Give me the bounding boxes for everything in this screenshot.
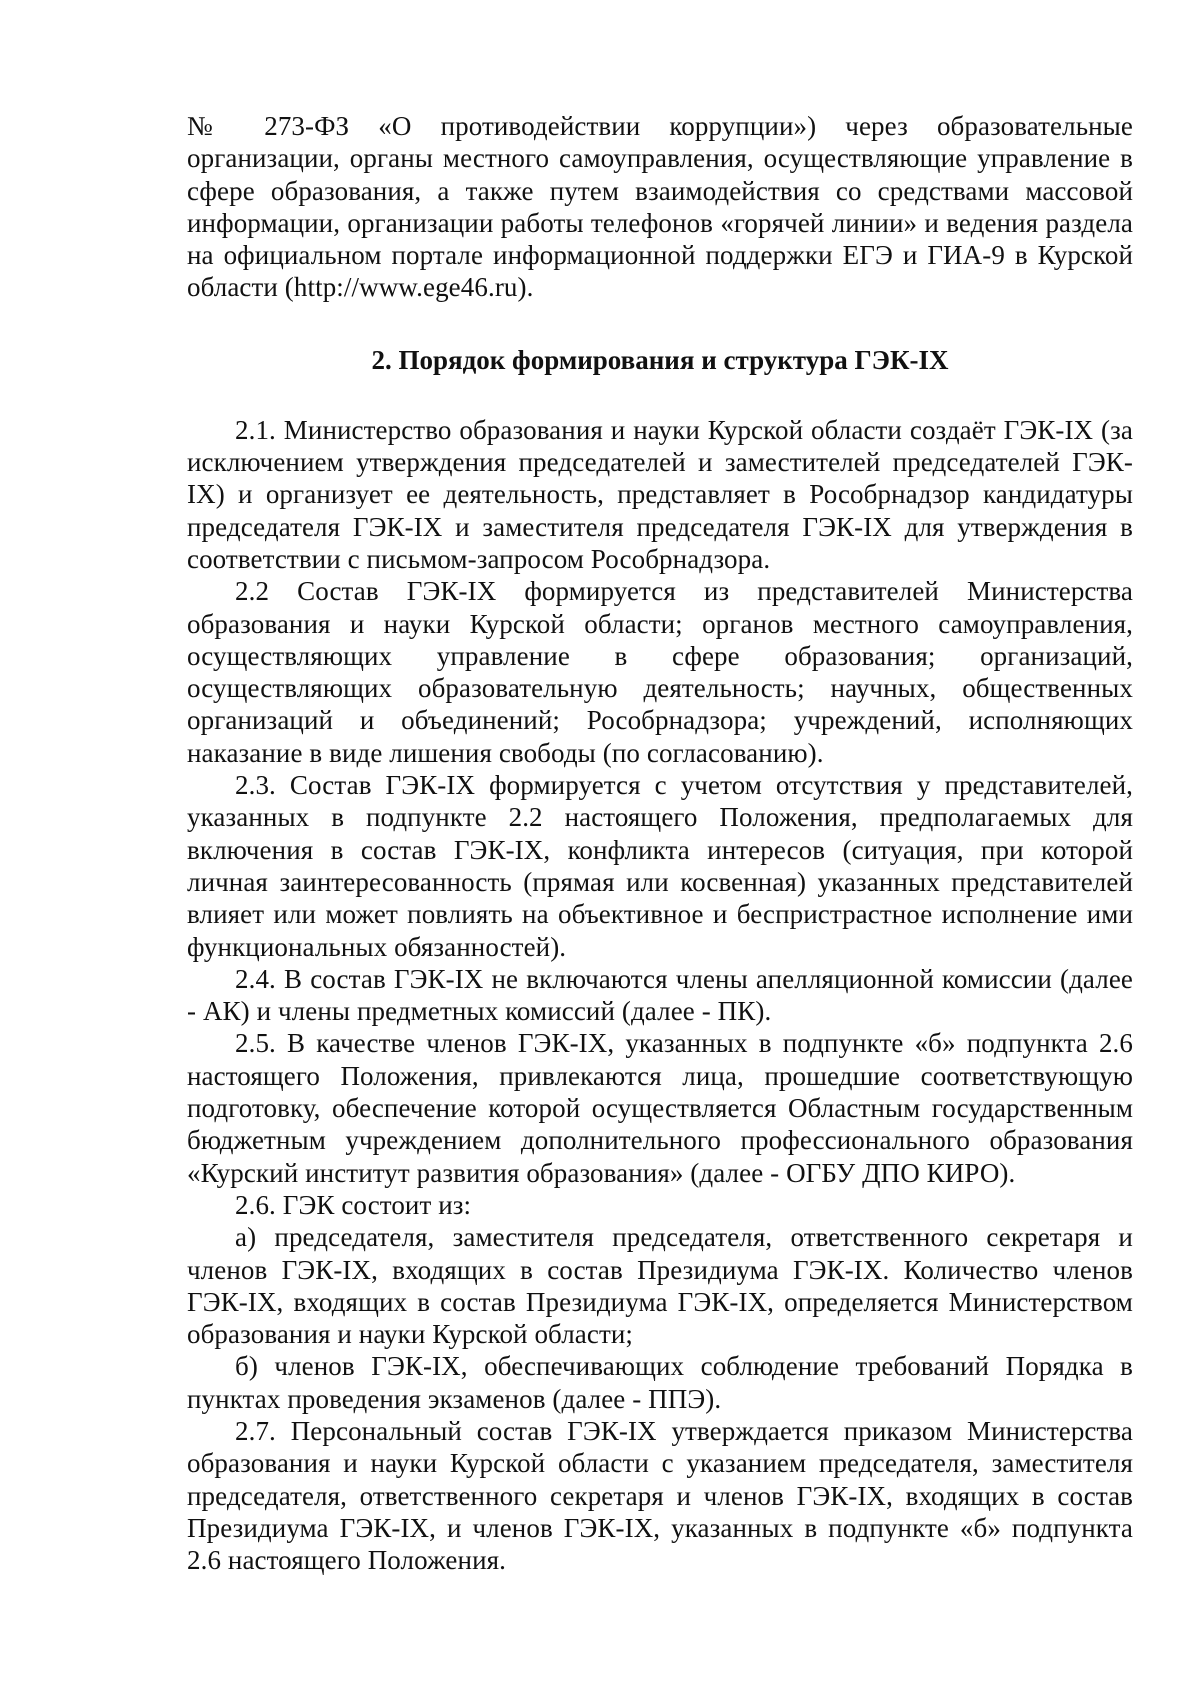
- paragraph-2-2: 2.2 Состав ГЭК-IX формируется из представителей Министерства образования и науки Курской области; органов местного самоуправления, осуществляющих управление в сфере образования; организаций, осуществляющих образовательную деятельность; научных, общественных организаций и объединений; Рособрнадзора; учреждений, исполняющих наказание в виде лишения свободы (по согласованию).: [187, 576, 1133, 768]
- section-heading: 2. Порядок формирования и структура ГЭК-IX: [371, 344, 949, 375]
- paragraph-2-7: 2.7. Персональный состав ГЭК-IX утверждается приказом Министерства образования и науки Курской области с указанием председателя, заместителя председателя, ответственного секретаря и членов ГЭК-IX, входящих в состав Президиума ГЭК-IX, и членов ГЭК-IX, указанных в подпункте «б» подпункта 2.6 настоящего Положения.: [187, 1415, 1133, 1576]
- paragraph-2-6-b: б) членов ГЭК-IX, обеспечивающих соблюдение требований Порядка в пунктах проведения экзаменов (далее - ППЭ).: [187, 1351, 1133, 1414]
- paragraph-2-4: 2.4. В состав ГЭК-IX не включаются члены апелляционной комиссии (далее - АК) и члены предметных комиссий (далее - ПК).: [187, 963, 1133, 1027]
- paragraph-2-1: 2.1. Министерство образования и науки Курской области создаёт ГЭК-IX (за исключением утверждения председателей и заместителей председателей ГЭК-IX) и организует ее деятельность, представляет в Рособрнадзор кандидатуры председателя ГЭК-IX и заместителя председателя ГЭК-IX для утверждения в соответствии с письмом-запросом Рособрнадзора.: [187, 414, 1133, 574]
- paragraph-2-6-a: а) председателя, заместителя председателя, ответственного секретаря и членов ГЭК-IX, входящих в состав Президиума ГЭК-IX. Количество членов ГЭК-IX, входящих в состав Президиума ГЭК-IX, определяется Министерством образования и науки Курской области;: [187, 1222, 1133, 1350]
- intro-paragraph: № 273-ФЗ «О противодействии коррупции») через образовательные организации, органы местного самоуправления, осуществляющие управление в сфере образования, а также путем взаимодействия со средствами массовой информации, организации работы телефонов «горячей линии» и ведения раздела на официальном портале информационной поддержки ЕГЭ и ГИА-9 в Курской области (http://www.ege46.ru).: [187, 111, 1133, 303]
- document-page: [187, 110, 1133, 1576]
- paragraph-2-3: 2.3. Состав ГЭК-IX формируется с учетом отсутствия у представителей, указанных в подпункте 2.2 настоящего Положения, предполагаемых для включения в состав ГЭК-IX, конфликта интересов (ситуация, при которой личная заинтересованность (прямая или косвенная) указанных представителей влияет или может повлиять на объективное и беспристрастное исполнение ими функциональных обязанностей).: [187, 770, 1133, 962]
- paragraph-2-5: 2.5. В качестве членов ГЭК-IX, указанных в подпункте «б» подпункта 2.6 настоящего Положения, привлекаются лица, прошедшие соответствующую подготовку, обеспечение которой осуществляется Областным государственным бюджетным учреждением дополнительного профессионального образования «Курский институт развития образования» (далее - ОГБУ ДПО КИРО).: [187, 1028, 1133, 1188]
- paragraph-2-6: 2.6. ГЭК состоит из:: [235, 1189, 472, 1220]
